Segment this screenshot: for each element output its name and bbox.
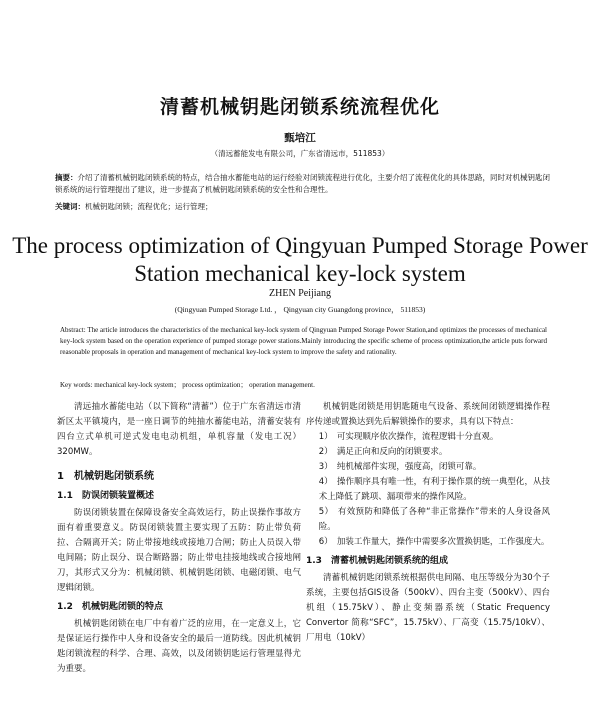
section-1-1-heading: 1.1 防误闭锁装置概述 [57, 491, 154, 501]
keywords-text-chinese: 机械钥匙闭锁；流程优化；运行管理； [85, 202, 213, 211]
feature-item: 3） 纯机械部件实现，强度高，闭锁可靠。 [318, 462, 482, 472]
feature-item: 1） 可实现顺序依次操作，流程逻辑十分直观。 [318, 432, 499, 442]
feature-item: 6） 加装工作量大，操作中需要多次置换钥匙，工作强度大。 [318, 537, 550, 547]
abstract-chinese [55, 172, 555, 196]
features-intro-paragraph: 机械钥匙闭锁是用钥匙随电气设备、系统间闭锁逻辑操作程序传递或置换达到先后解锁操作的要求，具有以下特点： [306, 402, 550, 427]
section-1-3-paragraph: 清蓄机械钥匙闭锁系统根据供电间隔、电压等级分为30个子系统，主要包括GIS设备（500kV）、四台主变（500kV）、四台机组（15.75kV）、静止变频器系统（Static Frequency Convertor 简称“SFC”，15.75kV）、厂高变（15.75/10kV）、厂用电（10kV） [306, 573, 550, 643]
abstract-label-english: Abstract: [60, 326, 86, 334]
keywords-english [60, 380, 547, 390]
section-1-2-heading: 1.2 机械钥匙闭锁的特点 [57, 602, 163, 612]
affiliation-chinese: （清远蓄能发电有限公司，广东省清远市，511853） [210, 149, 390, 158]
body-column-right [306, 400, 550, 646]
body-column-left [57, 400, 301, 677]
abstract-label-chinese: 摘要： [55, 173, 78, 182]
title-english: The process optimization of Qingyuan Pumped Storage Power Station mechanical key-lock system [12, 233, 588, 286]
title-chinese: 清蓄机械钥匙闭锁系统流程优化 [159, 96, 440, 118]
intro-paragraph: 清远抽水蓄能电站（以下简称“清蓄”）位于广东省清远市清新区太平镇境内，是一座日调节的纯抽水蓄能电站，清蓄安装有四台立式单机可逆式发电电动机组，单机容量（发电工况）320MW。 [57, 402, 301, 457]
keywords-chinese [55, 201, 555, 212]
author-chinese: 甄培江 [284, 132, 316, 144]
abstract-text-english: The article introduces the characteristics of the mechanical key-lock system of Qingyuan Pumped Storage Power Station,and optimizes the processes of mechanical key-lock system based on the operation experience of pumped storage power stations.Mainly introducing the specific scheme of process optimization,the article puts forward reasonable proposals in operation and management of mechanical key-lock system to improve the safety and rationality. [60, 326, 548, 356]
feature-item: 4） 操作顺序具有唯一性，有利于操作票的统一典型化，从技术上降低了跳项、漏项带来的操作风险。 [318, 477, 550, 502]
feature-item: 5） 有效预防和降低了各种“非正常操作”带来的人身设备风险。 [318, 507, 550, 532]
keywords-text-english: mechanical key-lock system； process optimization； operation management. [94, 381, 315, 389]
author-english: ZHEN Peijiang [269, 288, 331, 299]
abstract-english [60, 325, 547, 358]
feature-item: 2） 满足正向和反向的闭锁要求。 [318, 447, 448, 457]
affiliation-english: (Qingyuan Pumped Storage Ltd. ， Qingyuan city Guangdong province， 511853) [174, 305, 426, 314]
keywords-label-english: Key words: [60, 381, 93, 389]
section-1-1-paragraph: 防误闭锁装置在保障设备安全高效运行，防止误操作事故方面有着重要意义。防误闭锁装置主要实现了五防：防止带负荷拉、合隔离开关；防止带接地线或接地刀合闸；防止人员误入带电间隔；防止误分、误合断路器；防止带电挂接地线或合接地闸刀，其形式又分为：机械闭锁、机械钥匙闭锁、电磁闭锁、电气逻辑闭锁。 [57, 508, 301, 593]
section-1-3-heading: 1.3 清蓄机械钥匙闭锁系统的组成 [306, 556, 448, 566]
section-1-2-paragraph: 机械钥匙闭锁在电厂中有着广泛的应用，在一定意义上，它是保证运行操作中人身和设备安全的最后一道防线。因此机械钥匙闭锁流程的科学、合理、高效，以及闭锁钥匙运行管理显得尤为重要。 [57, 619, 301, 674]
section-1-heading: 1 机械钥匙闭锁系统 [57, 471, 154, 482]
keywords-label-chinese: 关键词： [55, 202, 85, 211]
abstract-text-chinese: 介绍了清蓄机械钥匙闭锁系统的特点，结合抽水蓄能电站的运行经验对闭锁流程进行优化，主要介绍了流程优化的具体思路，同时对机械钥匙闭锁系统的运行管理提出了建议，进一步提高了机械钥匙闭锁系统的安全性和合理性。 [55, 173, 550, 194]
